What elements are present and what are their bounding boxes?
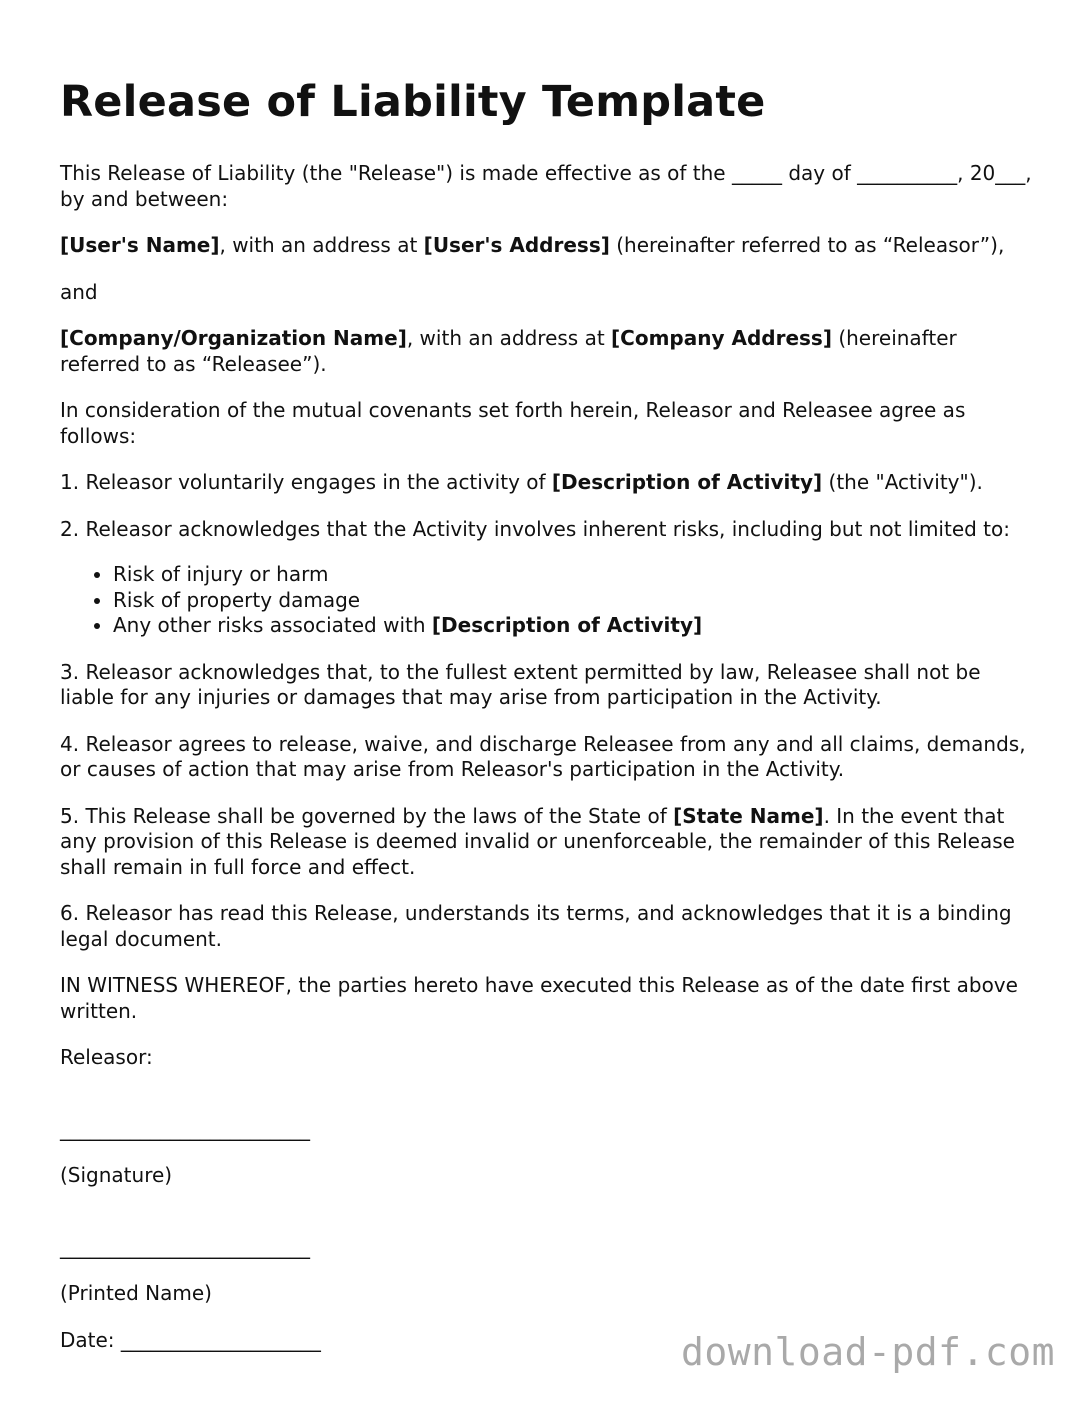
document-title: Release of Liability Template — [60, 77, 766, 127]
and-paragraph: and — [60, 279, 98, 304]
releasor-party-paragraph: [User's Name], with an address at [User's Address] (hereinafter referred to as “Releasor”), — [60, 233, 1005, 257]
printed-name-line: _________________________ — [60, 1234, 310, 1259]
activity-placeholder: [Description of Activity] — [431, 613, 703, 637]
clause-4: 4. Releasor agrees to release, waive, and discharge Releasee from any and all claims, demands, or causes of action that may arise from Releasor's participation in the Activity. — [60, 731, 1026, 781]
releasee-address-placeholder: [Company Address] — [611, 326, 832, 350]
activity-placeholder: [Description of Activity] — [551, 470, 823, 494]
clause-6: 6. Releasor has read this Release, understands its terms, and acknowledges that it is a binding legal document. — [60, 901, 1012, 951]
releasor-name-placeholder: [User's Name] — [60, 233, 220, 257]
watermark: download-pdf.com — [680, 1330, 1055, 1374]
clause-2: 2. Releasor acknowledges that the Activity involves inherent risks, including but not limited to: — [60, 516, 1010, 541]
date-line: ____________________ — [120, 1327, 321, 1352]
signature-label: (Signature) — [60, 1163, 173, 1187]
clause-3: 3. Releasor acknowledges that, to the fullest extent permitted by law, Releasee shall not be liable for any injuries or damages that may arise from participation in the Activity. — [60, 659, 981, 709]
releasor-signature-heading: Releasor: — [60, 1045, 153, 1069]
consideration-paragraph: In consideration of the mutual covenants set forth herein, Releasor and Releasee agree as follows: — [60, 398, 966, 448]
releasee-party-paragraph: [Company/Organization Name], with an address at [Company Address] (hereinafter referred to as “Releasee”). — [60, 326, 957, 376]
risk-list — [60, 562, 1035, 639]
intro-paragraph: This Release of Liability (the "Release") is made effective as of the _____ day of __________, 20___, by and between: — [60, 161, 1032, 211]
document-page — [60, 76, 1035, 1374]
list-item: • Any other risks associated with [Description of Activity] — [113, 613, 1035, 639]
state-placeholder: [State Name] — [673, 803, 824, 828]
clause-5: 5. This Release shall be governed by the laws of the State of [State Name]. In the event that any provision of this Release is deemed invalid or unenforceable, the remainder of this Release shall remain in full force and effect. — [60, 803, 1015, 879]
printed-name-label: (Printed Name) — [60, 1281, 212, 1305]
date-label: Date: — [60, 1327, 121, 1352]
list-item: • Risk of property damage — [113, 588, 1035, 614]
clause-1: 1. Releasor voluntarily engages in the activity of [Description of Activity] (the "Activity"). — [60, 470, 983, 494]
releasor-address-placeholder: [User's Address] — [423, 233, 610, 257]
releasee-name-placeholder: [Company/Organization Name] — [60, 326, 407, 350]
signature-line: _________________________ — [60, 1116, 310, 1141]
witness-paragraph: IN WITNESS WHEREOF, the parties hereto have executed this Release as of the date first above written. — [60, 973, 1018, 1023]
list-item: • Risk of injury or harm — [113, 562, 1035, 588]
